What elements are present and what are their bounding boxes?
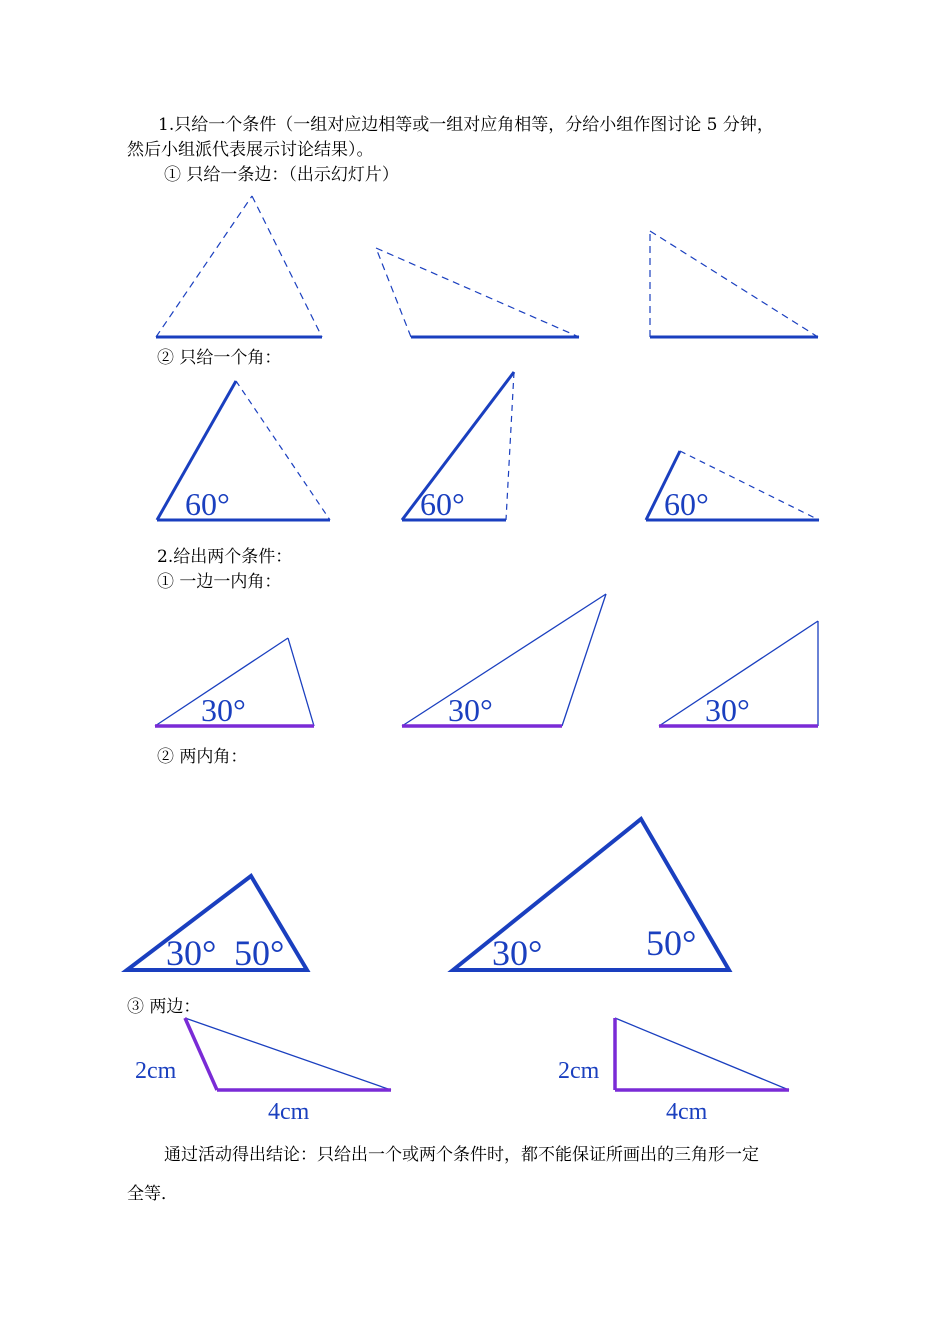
angle-label-30: 30°: [705, 692, 750, 728]
conclusion-line2: 全等．: [127, 1184, 178, 1204]
row-one-angle: [157, 372, 819, 522]
row-two-sides: [135, 1018, 789, 1125]
section2-sub1: ① 一边一内角：: [157, 572, 282, 592]
triangle-one-angle-3: [646, 451, 819, 522]
triangle-two-sides-1: [135, 1018, 391, 1125]
side-label-2cm: 2cm: [135, 1058, 177, 1084]
angle-label-30: 30°: [166, 933, 217, 973]
side-label-4cm: 4cm: [666, 1099, 708, 1125]
section2-sub3: ③ 两边：: [127, 997, 201, 1017]
section1-sub2: ② 只给一个角：: [157, 348, 282, 368]
angle-label-60: 60°: [185, 486, 230, 522]
section1-intro-line1: 1.只给一个条件（一组对应边相等或一组对应角相等，分给小组作图讨论 5 分钟，: [158, 115, 774, 135]
triangle-side-angle-1: [155, 638, 314, 728]
triangle-one-side-3: [650, 231, 818, 337]
triangle-side-angle-3: [659, 621, 818, 728]
triangle-one-angle-2: [402, 372, 514, 522]
triangle-one-side-2: [376, 248, 579, 337]
row-one-side: [156, 196, 818, 337]
triangle-two-angles-large: [453, 819, 729, 973]
triangle-side-angle-2: [402, 594, 606, 728]
angle-label-60: 60°: [420, 486, 465, 522]
row-two-angles: [127, 819, 729, 973]
side-label-4cm: 4cm: [268, 1099, 310, 1125]
section2-title: 2.给出两个条件：: [157, 547, 293, 567]
angle-label-30: 30°: [492, 933, 543, 973]
angle-label-30: 30°: [448, 692, 493, 728]
angle-label-50: 50°: [646, 923, 697, 963]
triangle-one-side-1: [156, 196, 322, 337]
conclusion-line1: 通过活动得出结论：只给出一个或两个条件时，都不能保证所画出的三角形一定: [164, 1145, 759, 1165]
triangle-two-sides-2: [558, 1018, 789, 1125]
angle-label-50: 50°: [234, 933, 285, 973]
section1-sub1: ① 只给一条边：（出示幻灯片）: [164, 165, 399, 185]
triangle-two-angles-small: [127, 876, 307, 973]
section1-intro-line2: 然后小组派代表展示讨论结果）。: [127, 140, 374, 160]
angle-label-30: 30°: [201, 692, 246, 728]
side-label-2cm: 2cm: [558, 1058, 600, 1084]
angle-label-60: 60°: [664, 486, 709, 522]
section2-sub2: ② 两内角：: [157, 747, 248, 767]
row-side-angle: [155, 594, 818, 728]
triangle-one-angle-1: [157, 381, 330, 522]
